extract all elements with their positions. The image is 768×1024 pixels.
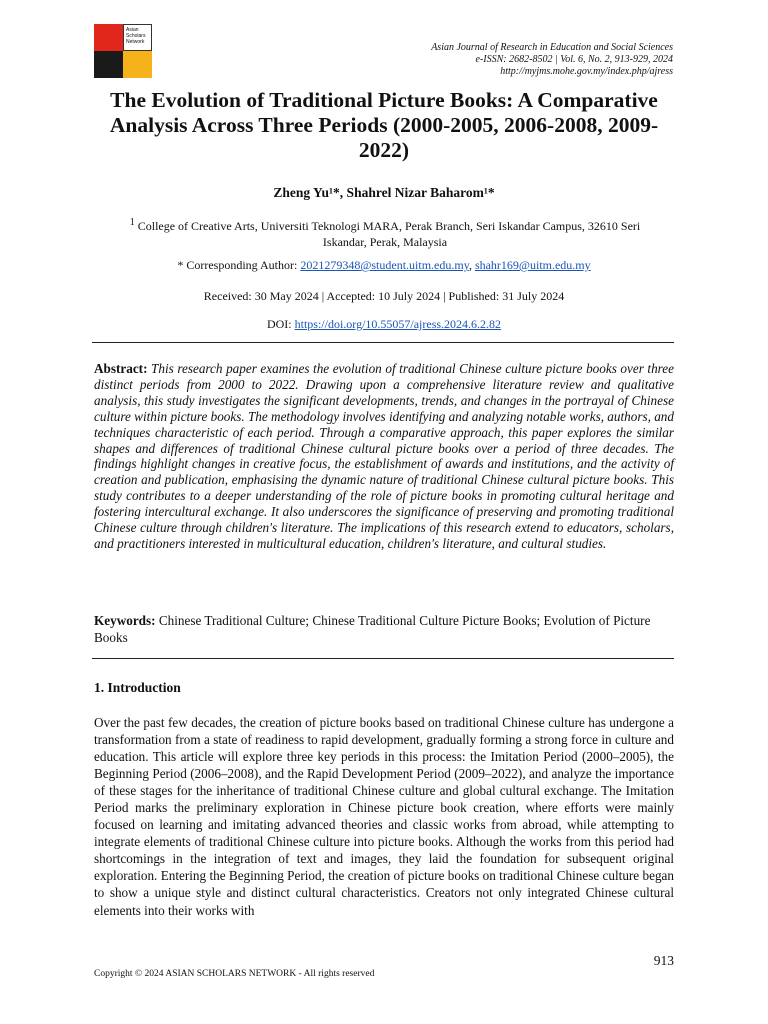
authors: Zheng Yu¹*, Shahrel Nizar Baharom¹* bbox=[273, 185, 495, 200]
logo-red-block bbox=[94, 24, 123, 51]
section-heading: 1. Introduction bbox=[94, 680, 181, 695]
journal-url[interactable]: http://myjms.mohe.gov.my/index.php/ajress bbox=[500, 66, 673, 77]
affiliation-text: College of Creative Arts, Universiti Teknologi MARA, Perak Branch, Seri Iskandar Campus, 32610 Seri Iskandar, Perak, Malaysia bbox=[137, 219, 641, 249]
abstract bbox=[94, 361, 674, 552]
doi-link[interactable]: https://doi.org/10.55057/ajress.2024.6.2.82 bbox=[294, 317, 502, 331]
copyright-footer: Copyright © 2024 ASIAN SCHOLARS NETWORK - All rights reserved bbox=[94, 969, 375, 979]
page-number: 913 bbox=[653, 953, 674, 968]
corresponding-author bbox=[94, 258, 674, 273]
publication-dates: Received: 30 May 2024 | Accepted: 10 July 2024 | Published: 31 July 2024 bbox=[203, 289, 565, 303]
logo-yellow-block bbox=[123, 51, 152, 78]
doi-label: DOI: bbox=[266, 317, 295, 331]
email-separator: , bbox=[468, 258, 475, 272]
abstract-text: This research paper examines the evolution of traditional Chinese culture picture books over three distinct periods from 2000 to 2022. Drawing upon a comprehensive literature review and qualitative analysis, this study investigates the significant developments, trends, and changes in the portrayal of Chinese culture within picture books. The methodology involves identifying and analyzing notable works, authors, and techniques characteristic of each period. Through a comparative approach, this paper explores the similar shapes and differences of traditional Chinese cultural picture books over a period of three decades. The findings highlight changes in creative focus, the establishment of awards and institutions, and the activity of creation and publication, emphasising the dynamic nature of traditional Chinese cultural picture books. This study contributes to a deeper understanding of the role of picture books in promoting cultural heritage and fostering intercultural exchange. It also underscores the significance of preserving and promoting traditional Chinese culture through children's literature. The implications of this research extend to educators, scholars, and practitioners interested in multicultural education, children's literature, and cultural studies. bbox=[94, 361, 675, 551]
divider-top bbox=[92, 342, 674, 343]
keywords-text: Chinese Traditional Culture; Chinese Traditional Culture Picture Books; Evolution of Picture Books bbox=[94, 613, 651, 645]
keywords bbox=[94, 612, 674, 646]
affiliation bbox=[110, 215, 660, 250]
keywords-label: Keywords: bbox=[94, 613, 156, 628]
paper-title: The Evolution of Traditional Picture Books: A Comparative Analysis Across Three Periods (2000-2005, 2006-2008, 2009-2022) bbox=[109, 88, 659, 162]
journal-name: Asian Journal of Research in Education and Social Sciences bbox=[431, 42, 673, 53]
introduction-paragraph: Over the past few decades, the creation of picture books based on traditional Chinese culture has undergone a transformation from a state of readiness to rapid development, gradually forming a strong force in culture and education. This article will explore three key periods in this process: the Imitation Period (2000–2005), the Beginning Period (2006–2008), and the Rapid Development Period (2009–2022), and analyze the importance of these stages for the inheritance of traditional Chinese culture and global cultural exchange. The Imitation Period marks the preliminary exploration in Chinese picture book creation, where efforts were mainly focused on learning and imitating advanced theories and classic works from abroad, while attempting to integrate elements of traditional Chinese culture into picture books. Although the works from this period had shortcomings in the integration of text and images, they laid the foundation for subsequent original exploration. Entering the Beginning Period, the creation of picture books on traditional Chinese culture began to show a unique style and distinct cultural characteristics. Creators not only integrated Chinese cultural elements into their works with bbox=[94, 715, 674, 918]
logo-text: Asian Scholars Network bbox=[126, 27, 146, 45]
journal-issn: e-ISSN: 2682-8502 | Vol. 6, No. 2, 913-929, 2024 bbox=[475, 54, 673, 65]
corresponding-label: * Corresponding Author: bbox=[177, 258, 301, 272]
logo-black-block bbox=[94, 51, 123, 78]
affiliation-marker: 1 bbox=[129, 217, 135, 228]
email-link-2[interactable]: shahr169@uitm.edu.my bbox=[474, 258, 591, 272]
doi-line bbox=[94, 317, 674, 332]
journal-header bbox=[431, 42, 673, 78]
email-link-1[interactable]: 2021279348@student.uitm.edu.my bbox=[300, 258, 469, 272]
abstract-label: Abstract: bbox=[94, 361, 148, 376]
publisher-logo bbox=[94, 24, 152, 78]
divider-bottom bbox=[92, 658, 674, 659]
